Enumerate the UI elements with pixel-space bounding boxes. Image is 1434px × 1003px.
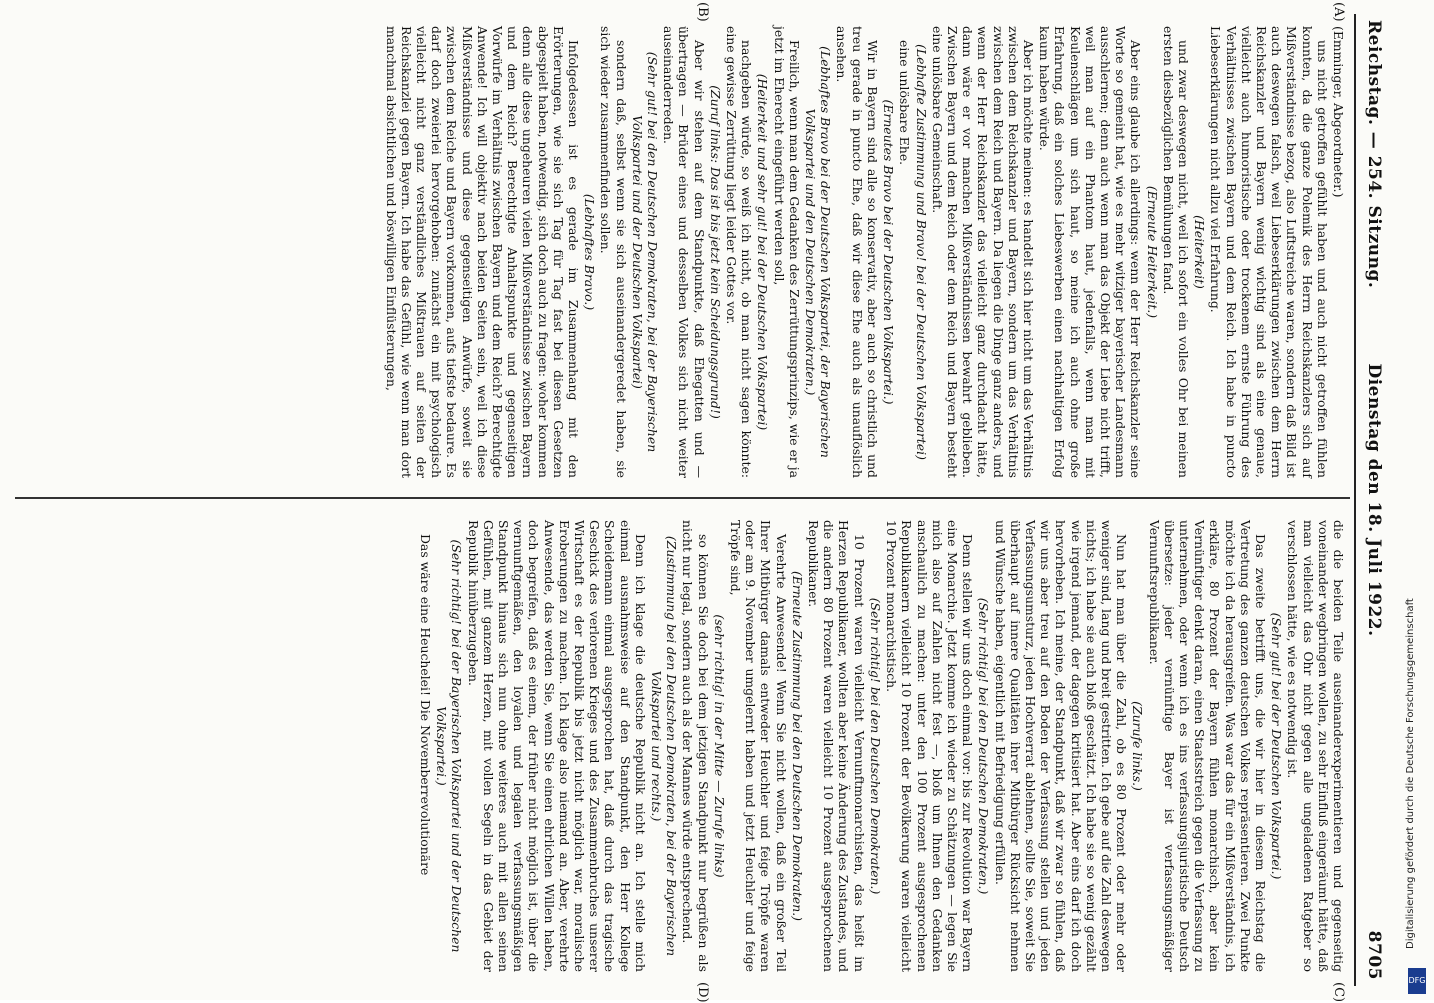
interjection: (Zurufe links.): [1130, 701, 1146, 791]
interjection: (Erneutes Bravo bei der Deutschen Volkspartei.): [881, 99, 897, 405]
speaker-line: (Emminger, Abgeordneter.): [1331, 26, 1346, 198]
interjection: (Sehr gut! bei den Deutschen Demokraten, bei der Bayerischen Volkspartei und der Deutschen Volkspartei): [629, 51, 661, 453]
header-date: Dienstag den 18. Juli 1922.: [1364, 363, 1384, 637]
left-column: [382, 26, 1346, 478]
paragraph: sondern daß, selbst wenn sie sich auseinandergeredet haben, sie sich wieder zusammenfinden sollen.: [598, 26, 629, 478]
interjection: (Sehr gut! bei der Deutschen Volkspartei.): [1269, 612, 1285, 880]
dfg-logo: DFG: [1408, 968, 1426, 994]
paragraph: Das zweite betrifft uns, die wir hier in diesem Reichstag die Vertretung des ganzen deutschen Volkes repräsentieren. Zwei Punkte möchte ich da herausgreifen. Was war das für ein Mißverständnis, ich erkläre, 80 Prozent der Bayern fühlen monarchisch, aber kein Vernünftiger denkt daran, einen Staatsstreich gegen die Verfassung zu unternehmen, oder wenn ich es ins verfassungsjuristische Deutsch übersetze: jeder vernünftige Bayer ist verfassungsmäßiger Vernunftsrepublikaner.: [1146, 520, 1268, 972]
page-number: 8705: [1364, 930, 1384, 980]
header-rule: [1354, 14, 1356, 986]
paragraph: und zwar deswegen nicht, weil ich sofort ein volles Ohr bei meinen ersten diesbezüglichen Bemühungen fand.: [1160, 26, 1191, 478]
paragraph: Denn stellen wir uns doch einmal vor: bis zur Revolution war Bayern eine Monarchie. Jetzt komme ich wieder zu Schätzungen — legen Sie mich also auf Zahlen nicht fest —, bloß um Ihnen den Gedanken anschaulich zu machen: unter den 100 Prozent ausgesprochenen Republikanern vielleicht 10 Prozent der Bevölkerung waren vielleicht 10 Prozent monarchistisch.: [884, 520, 976, 972]
paragraph: Denn ich klage die deutsche Republik nicht an. Ich stelle mich einmal ausnahmsweise auf den Standpunkt, den Herr Kollege Scheidemann einmal ausgesprochen hat, daß durch das tragische Geschick des verlorenen Krieges und des Zusammenbruches unserer Wirtschaft es der Republik bis jetzt nicht möglich war, moralische Eroberungen zu machen. Ich klage also niemand an. Aber, verehrte Anwesende, das werden Sie, wenn Sie einen ehrlichen Willen haben, doch begreifen, daß es einem, der früher nicht möglich ist, über die vernunftgemäßen, den loyalen und legalen verfassungsmäßigen Standpunkt hinaus sich nun ohne weiteres auch mit allen seinen Gefühlen, mit ganzem Herzen, mit vollen Segeln in das Gebiet der Republik hinüberzugeben.: [465, 520, 648, 972]
interjection: (sehr richtig! in der Mitte — Zurufe links): [711, 614, 727, 878]
interjection: (Zustimmung bei den Deutschen Demokraten, bei der Bayerischen Volkspartei und rechts.): [649, 535, 680, 957]
marker-d: (D): [695, 982, 710, 1003]
interjection: (Sehr richtig! bei den Deutschen Demokraten.): [867, 597, 883, 895]
paragraph: Aber eins glaube ich allerdings: wenn der Herr Reichskanzler seine Worte so gemeint hat, wie es mehr witziger bayerischer Landesmann ausschlernen; denn auch wenn man das Objekt der Liebe nicht trifft, weil man auf ein Phantom haut, jedenfalls, wenn man mit Keulenschlägen um sich haut, so meine ich auch ohne große Erfahrung, daß ein solches Liebeswerben einen nachhaltigen Erfolg kaum haben würde.: [1037, 26, 1144, 478]
paragraph: Freilich, wenn man dem Gedanken des Zerrüttungsprinzips, wie er ja jetzt im Eherecht eingeführt werden soll,: [771, 26, 802, 478]
marker-a: (A): [1331, 2, 1346, 22]
page-header: [1358, 20, 1384, 980]
paragraph: eine unlösbare Ehe.: [897, 40, 913, 166]
paragraph: Infolgedessen ist es gerade im Zusammenhang mit den Erörterungen, wie sie sich Tag für Tag fast bei diesen Gesetzen abgespielt haben, notwendig, sich doch auch zu fragen: woher kommen denn alle diese ungeheuren vielen Mißverständnisse zwischen Bayern und dem Reich? Berechtigte Anhaltspunkte und gegenseitigen Vorwürfe im Verhältnis zwischen Bayern und dem Reich? Berechtigte Anwende! Ich will objektiv nach beiden Seiten sein, weil ich diese Mißverständnisse und diese gegenseitigen Anwürfe, soweit sie zwischen dem Reiche und Bayern vorkommen, aufs tiefste bedaure. Es darf doch zweierlei hervorgehoben: zunächst ein mit psychologisch vielleicht nicht ganz verständliches Mißtrauen auf seiten der Reichskanzlei gegen Bayern. Ich habe das Gefühl, wie wenn man dort manchmal absichtlichen und böswilligen Einflüsterungen,: [383, 26, 582, 478]
paragraph: nachgeben würde, so weiß ich nicht, ob man nicht sagen könnte: eine gewisse Zerrüttung liegt leider Gottes vor.: [724, 26, 755, 478]
paragraph: Aber wir stehen auf dem Standpunkte, daß Ehegatten und — übertragen — Brüder eines und desselben Volkes sich nicht weiter auseinanderreden.: [661, 26, 707, 478]
interjection: (Lebhafte Zustimmung und Bravo! bei der Deutschen Volkspartei): [913, 44, 929, 460]
paragraph: Nun hat man über die Zahl, ob es 80 Prozent oder mehr oder weniger sind, lang und breit gestritten. Ich gebe auf die Zahl deswegen nichts; ich habe sie auch bloß geschätzt. Ich habe sie so wenig gezählt wie irgend jemand, der dagegen kritisiert hat. Aber eins darf ich doch hervorheben. Ich meine, der Standpunkt, daß wir zwar so fühlen, daß wir uns aber treu auf den Boden der Verfassung stellen und jeden Verfassungsumsturz, jeden Hochverrat ablehnen, sollte Sie, soweit Sie überhaupt auf innere Qualitäten ihrer Mitbürger Rücksicht nehmen und Wünsche haben, eigentlich mit Befriedigung erfüllen.: [992, 520, 1130, 972]
interjection: (Sehr richtig! bei den Deutschen Demokraten.): [976, 597, 992, 895]
interjection: (Lebhaftes Bravo.): [582, 193, 598, 311]
paragraph: Aber ich möchte meinen: es handelt sich hier nicht um das Verhältnis zwischen dem Reichskanzler und Bayern, sondern um das Verhältnis zwischen dem Reich und Bayern. Da liegen die Dinge ganz anders, und wenn der Herr Reichskanzler das vielleicht ganz durchdacht hätte, dann wäre er vor manchen Mißverständnissen bewahrt geblieben. Zwischen Bayern und dem Reich oder dem Reich und Bayern besteht eine unlösbare Gemeinschaft.: [929, 26, 1036, 478]
interjection: (Erneute Zustimmung bei den Deutschen Demokraten.): [789, 570, 805, 922]
paragraph: 10 Prozent waren vielleicht Vernunftmonarchisten, das heißt im Herzen Republikaner, wollten aber keine Änderung des Zustandes, und die andern 80 Prozent waren vielleicht 10 Prozent ausgesprochenen Republikaner.: [806, 520, 867, 972]
paragraph: die die beiden Teile auseinanderexperimentieren und gegenseitig voneinander wegbringen wollen, zu sehr Einfluß eingeräumt hätte, daß man vielleicht das Ohr nicht gegen alle ungeladenen Ratgeber so verschlossen hätte, wie es notwendig ist.: [1285, 520, 1346, 972]
interjection: (Sehr richtig! bei der Bayerischen Volkspartei und der Deutschen Volkspartei.): [434, 539, 465, 953]
digitization-note-text: Digitalisierung gefördert durch die Deutsche Forschungsgemeinschaft: [1405, 598, 1416, 949]
interjection: (Heiterkeit): [1192, 215, 1208, 289]
digitization-note: [1405, 0, 1429, 1000]
paragraph: so können Sie doch bei dem jetzigen Standpunkt nur begrüßen als nicht nur legal, sondern auch als der Mannes würde entsprechend.: [680, 520, 711, 972]
column-divider: [15, 497, 1350, 499]
header-left: Reichstag. — 254. Sitzung.: [1364, 20, 1384, 289]
marker-b: (B): [695, 2, 710, 22]
interjection: (Zuruf links: Das ist bis jetzt kein Scheidungsgrund!): [707, 85, 723, 419]
marker-c: (C): [1331, 982, 1346, 1003]
interjection: (Heiterkeit und sehr gut! bei der Deutschen Volkspartei): [755, 73, 771, 431]
right-column: [417, 520, 1346, 972]
paragraph: Verehrte Anwesende! Wenn Sie nicht wollen, daß ein großer Teil Ihrer Mitbürger damals entweder Heuchler und feige Tröpfe waren oder am 9. November umgelernt haben und jetzt Heuchler und feige Tröpfe sind,: [728, 520, 789, 972]
paragraph: uns nicht getroffen gefühlt haben und auch nicht getroffen fühlen konnten, da die ganze Polemik des Herrn Reichskanzlers sich auf Mißverständnisse bezog, also Luftstreiche waren, sondern daß Bild ist auch deswegen falsch, weil Liebeserklärungen zwischen dem Herrn Reichskanzler und Bayern wenig wichtig sind als eine genaue, vielleicht auch humoristische oder trockenem ernste Führung des Verhältnisses zwischen Bayern und dem Reich. Ich habe in puncto Liebeserklärungen nicht allzu viel Erfahrung.: [1208, 26, 1330, 478]
paragraph: Wir in Bayern sind alle so konservativ, aber auch so christlich und treu gerade in puncto Ehe, daß wir diese Ehe auch als unauflöslich ansehen.: [834, 26, 880, 478]
paragraph: Das wäre eine Heuchelei! Die Novemberrevolutionäre: [418, 534, 434, 876]
interjection: (Lebhaftes Bravo bei der Deutschen Volkspartei, der Bayerischen Volkspartei und den Deutschen Demokraten.): [803, 46, 834, 458]
interjection: (Erneute Heiterkeit.): [1144, 185, 1160, 319]
